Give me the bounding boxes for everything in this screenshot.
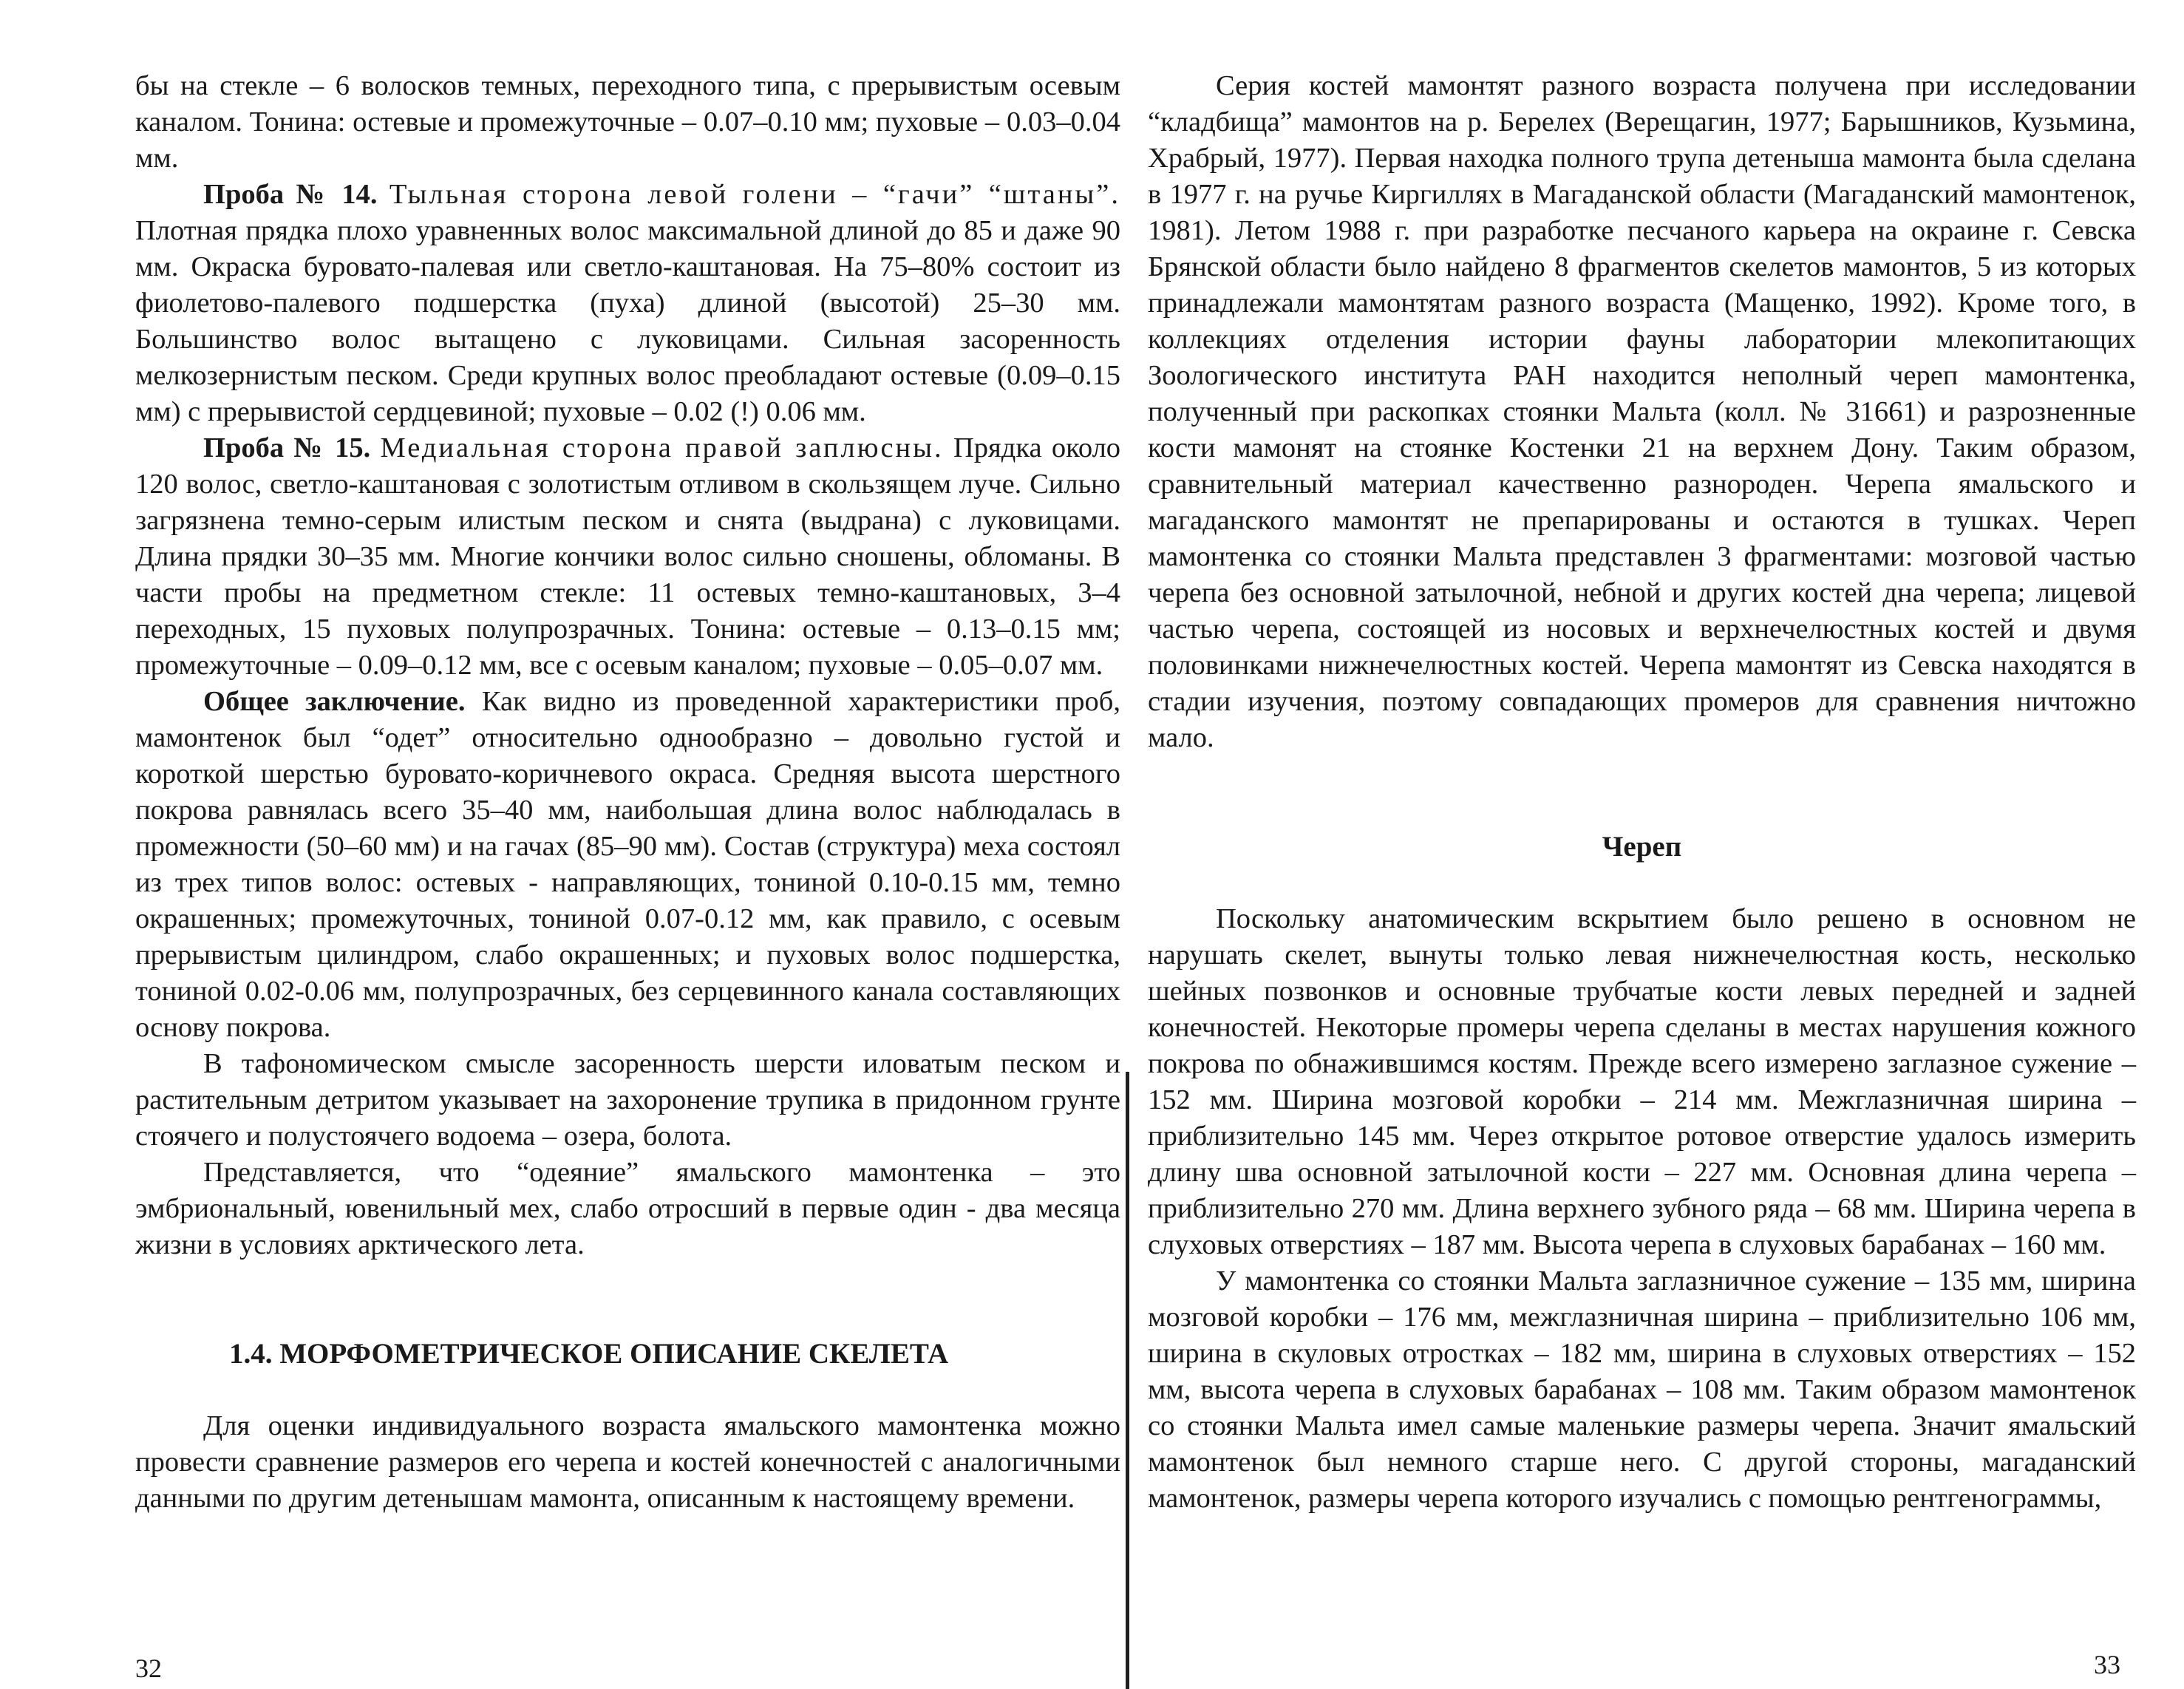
probe-14-paragraph xyxy=(135,177,1120,430)
gutter-line xyxy=(1126,1072,1129,1689)
probe-14-label: Проба № 14. xyxy=(203,179,378,210)
fur-paragraph: Представляется, что “одеяние” ямальского мамонтенка – это эмбриональный, ювенильный мех, слабо отросший в первые один - два месяца жизни в условиях арктического лета. xyxy=(135,1157,1120,1260)
skull-measurements-paragraph: Поскольку анатомическим вскрытием было решено в основном не нарушать скелет, вынуты только левая нижнечелюстная кость, несколько шейных позвонков и основные трубчатые кости левых передней и задней конечностей. Некоторые промеры черепа сделаны в местах нарушения кожного покрова по обнажившимся костям. Прежде всего измерено заглазное сужение – 152 мм. Ширина мозговой коробки – 214 мм. Межглазничная ширина – приблизительно 145 мм. Через открытое ротовое отверстие удалось измерить длину шва основной затылочной кости – 227 мм. Основная длина черепа – приблизительно 270 мм. Длина верхнего зубного ряда – 68 мм. Ширина черепа в слуховых отверстиях – 187 мм. Высота черепа в слуховых барабанах – 160 мм. xyxy=(1148,903,2136,1260)
comparative-material-paragraph: Серия костей мамонтят разного возраста получена при исследовании “кладбища” мамонтов на р. Берелех (Верещагин, 1977; Барышников, Кузьмина, Храбрый, 1977). Первая находка полного трупа детеныша мамонта была сделана в 1977 г. на ручье Киргиллях в Магаданской области (Магаданский мамонтенок, 1981). Летом 1988 г. при разработке песчаного карьера на окраине г. Севска Брянской области было найдено 8 фрагментов скелетов мамонтов, 5 из которых принадлежали мамонтятам разного возраста (Мащенко, 1992). Кроме того, в коллекциях отделения истории фауны лаборатории млекопитающих Зоологического института РАН находится неполный череп мамонтенка, полученный при раскопках стоянки Мальта (колл. № 31661) и разрозненные кости мамонят на стоянке Костенки 21 на верхнем Дону. Таким образом, сравнительный материал качественно разнороден. Черепа ямальского и магаданского мамонтят не препарированы и остаются в тушках. Череп мамонтенка со стоянки Мальта представлен 3 фрагментами: мозговой частью черепа без основной затылочной, небной и других костей дна черепа; лицевой частью черепа, состоящей из носовых и верхнечелюстных костей и двумя половинками нижнечелюстных костей. Черепа мамонтят из Севска находятся в стадии изучения, поэтому совпадающих промеров для сравнения ничтожно мало. xyxy=(1148,70,2136,753)
right-page-text xyxy=(1148,68,2136,1517)
probe-14-heading: Тыльная сторона левой голени – “гачи” “штаны”. xyxy=(389,179,1121,210)
page-number: 32 xyxy=(135,1654,162,1683)
left-page-text xyxy=(135,68,1120,1517)
probe-15-label: Проба № 15. xyxy=(203,432,371,463)
taphonomy-paragraph: В тафономическом смысле засоренность шерсти иловатым песком и растительным детритом указывает на захоронение трупика в придонном грунте стоячего и полустоячего водоема – озера, болота. xyxy=(135,1048,1120,1152)
probe-15-paragraph xyxy=(135,430,1120,684)
probe-14-text: Плотная прядка плохо уравненных волос максимальной длиной до 85 и даже 90 мм. Окраска буровато-палевая или светло-каштановая. На 75–80% состоит из фиолетово-палевого подшерстка (пуха) длиной (высотой) 25–30 мм. Большинство волос вытащено с луковицами. Сильная засоренность мелкозернистым песком. Среди крупных волос преобладают остевые (0.09–0.15 мм) с прерывистой сердцевиной; пуховые – 0.02 (!) 0.06 мм. xyxy=(135,215,1120,427)
page-number: 33 xyxy=(2094,1650,2120,1679)
right-page xyxy=(1131,0,2184,1689)
section-title: 1.4. МОРФОМЕТРИЧЕСКОЕ ОПИСАНИЕ СКЕЛЕТА xyxy=(229,1338,949,1370)
conclusion-paragraph xyxy=(135,684,1120,1046)
skull-subheading: Череп xyxy=(1602,831,1682,863)
conclusion-text: Как видно из проведенной характеристики проб, мамонтенок был “одет” относительно однообразно – довольно густой и короткой шерстью буровато-коричневого окраса. Средняя высота шерстного покрова равнялась всего 35–40 мм, наибольшая длина волос наблюдалась в промежности (50–60 мм) и на гачах (85–90 мм). Состав (структура) меха состоял из трех типов волос: остевых - направляющих, тониной 0.10-0.15 мм, темно окрашенных; промежуточных, тониной 0.07-0.12 мм, как правило, с осевым прерывистым цилиндром, слабо окрашенных; и пуховых волос подшерстка, тониной 0.02-0.06 мм, полупрозрачных, без серцевинного канала составляющих основу покрова. xyxy=(135,686,1121,1043)
probe-15-text: Прядка около 120 волос, светло-каштановая с золотистым отливом в скользящем луче. Сильно загрязнена темно-серым илистым песком и снята (выдрана) с луковицами. Длина прядки 30–35 мм. Многие кончики волос сильно сношены, обломаны. В части пробы на предметном стекле: 11 остевых темно-каштановых, 3–4 переходных, 15 пуховых полупрозрачных. Тонина: остевые – 0.13–0.15 мм; промежуточные – 0.09–0.12 мм, все с осевым каналом; пуховые – 0.05–0.07 мм. xyxy=(135,432,1121,681)
probe-15-heading: Медиальная сторона правой заплюсны. xyxy=(380,432,944,463)
section-intro-paragraph: Для оценки индивидуального возраста ямальского мамонтенка можно провести сравнение размеров его черепа и костей конечностей с аналогичными данными по другим детенышам мамонта, описанным к настоящему времени. xyxy=(135,1410,1120,1514)
malta-comparison-paragraph: У мамонтенка со стоянки Мальта заглазничное сужение – 135 мм, ширина мозговой коробки – 176 мм, межглазничная ширина – приблизительно 106 мм, ширина в скуловых отростках – 182 мм, ширина в слуховых отверстиях – 152 мм, высота черепа в слуховых барабанах – 108 мм. Таким образом мамонтенок со стоянки Мальта имел самые маленькие размеры черепа. Значит ямальский мамонтенок был немного старше него. С другой стороны, магаданский мамонтенок, размеры черепа которого изучались с помощью рентгенограммы, xyxy=(1148,1265,2136,1514)
conclusion-label: Общее заключение. xyxy=(203,686,466,717)
continuation-paragraph: бы на стекле – 6 волосков темных, переходного типа, с прерывистым осевым каналом. Тонина: остевые и промежуточные – 0.07–0.10 мм; пуховые – 0.03–0.04 мм. xyxy=(135,70,1120,174)
